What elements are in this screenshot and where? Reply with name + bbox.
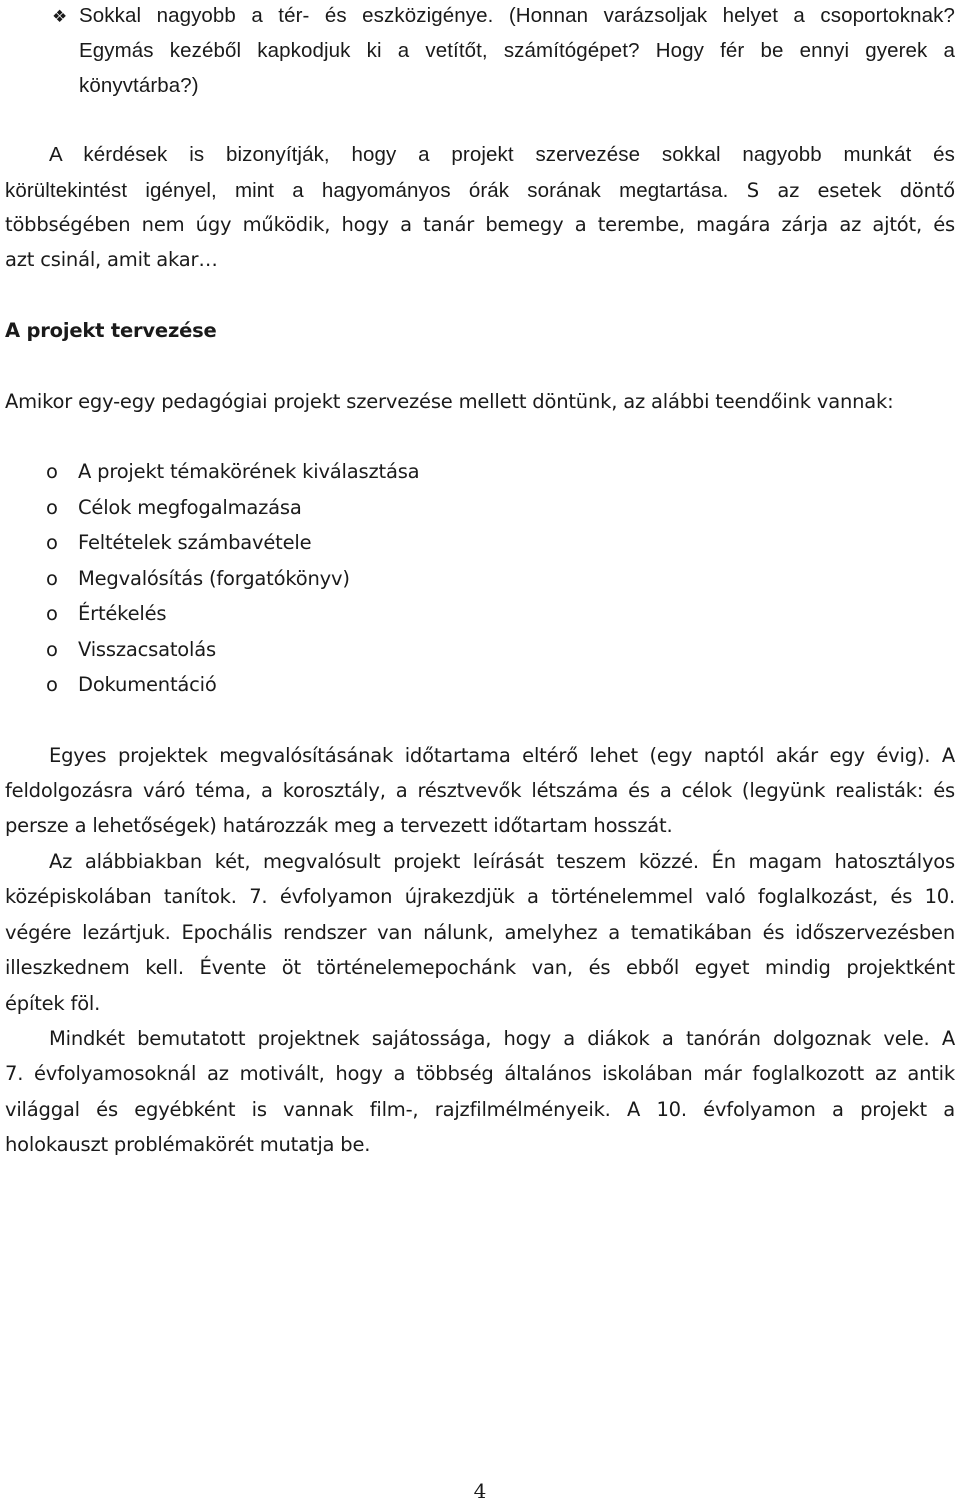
list-bullet-icon: o [46,602,58,625]
list-bullet-icon: o [46,567,58,590]
list-bullet-icon: o [46,496,58,519]
list-item-label: Megvalósítás (forgatókönyv) [78,567,350,590]
paragraph-3-line-4: illeszkednem kell. Évente öt történelemepochánk van, és ebből egyet mindig projektként [5,956,955,979]
list-item [46,632,646,668]
list-item [46,561,646,597]
paragraph-1-line-2-part-a: körültekintést igényel, mint a hagyományos órák sorának megtartása. [5,179,729,202]
list-item-label: Értékelés [78,602,167,625]
list-item-label: Célok megfogalmazása [78,496,302,519]
diamond-bullet-icon: ❖ [52,7,68,27]
list-item [46,596,646,632]
paragraph-3-line-1: Az alábbiakban két, megvalósult projekt leírását teszem közzé. Én magam hatosztályos [49,850,955,873]
paragraph-4-line-4: holokauszt problémakörét mutatja be. [5,1133,371,1156]
paragraph-1-line-4: azt csinál, amit akar… [5,248,218,271]
list-bullet-icon: o [46,531,58,554]
page-number: 4 [473,1479,487,1503]
bullet-text-line-3: könyvtárba?) [79,74,199,97]
list-item [46,490,646,526]
paragraph-1-line-2 [5,172,955,209]
intro-line: Amikor egy-egy pedagógiai projekt szervezése mellett döntünk, az alábbi teendőink vannak: [5,390,894,413]
list-item-label: Visszacsatolás [78,638,216,661]
paragraph-4-line-3: világgal és egyébként is vannak film-, rajzfilmélményeik. A 10. évfolyamon a projekt a [5,1098,955,1121]
list-item [46,525,646,561]
bullet-text-line-2: Egymás kezéből kapkodjuk ki a vetítőt, számítógépet? Hogy fér be ennyi gyerek a [79,39,955,62]
list-item-label: Dokumentáció [78,673,217,696]
paragraph-1-line-1: A kérdések is bizonyítják, hogy a projekt szervezése sokkal nagyobb munkát és [49,143,955,166]
paragraph-4-line-2: 7. évfolyamosoknál az motivált, hogy a többség általános iskolában már foglalkozott az antik [5,1062,955,1085]
paragraph-3-line-5: építek föl. [5,992,101,1015]
paragraph-2-line-3: persze a lehetőségek) határozzák meg a tervezett időtartam hosszát. [5,814,673,837]
list-bullet-icon: o [46,638,58,661]
list-item [46,667,646,703]
list-bullet-icon: o [46,673,58,696]
list-item-label: Feltételek számbavétele [78,531,312,554]
paragraph-2-line-2: feldolgozásra váró téma, a korosztály, a résztvevők létszáma és a célok (legyünk realisták: és [5,779,955,802]
paragraph-1-line-2-part-b: S az esetek döntő [728,179,955,202]
list-bullet-icon: o [46,460,58,483]
paragraph-4-line-1: Mindkét bemutatott projektnek sajátossága, hogy a diákok a tanórán dolgoznak vele. A [49,1027,955,1050]
list-item [46,454,646,490]
section-heading: A projekt tervezése [5,319,217,342]
paragraph-3-line-2: középiskolában tanítok. 7. évfolyamon újrakezdjük a történelemmel való foglalkozást, és 10. [5,885,955,908]
bullet-text-line-1: Sokkal nagyobb a tér- és eszközigénye. (Honnan varázsoljak helyet a csoportoknak? [79,4,955,27]
paragraph-2-line-1: Egyes projektek megvalósításának időtartama eltérő lehet (egy naptól akár egy évig). A [49,744,955,767]
paragraph-1-line-3: többségében nem úgy működik, hogy a tanár bemegy a terembe, magára zárja az ajtót, és [5,213,955,236]
paragraph-3-line-3: végére lezártjuk. Epochális rendszer van nálunk, amelyhez a tematikában és időszervezésben [5,921,955,944]
list-item-label: A projekt témakörének kiválasztása [78,460,420,483]
